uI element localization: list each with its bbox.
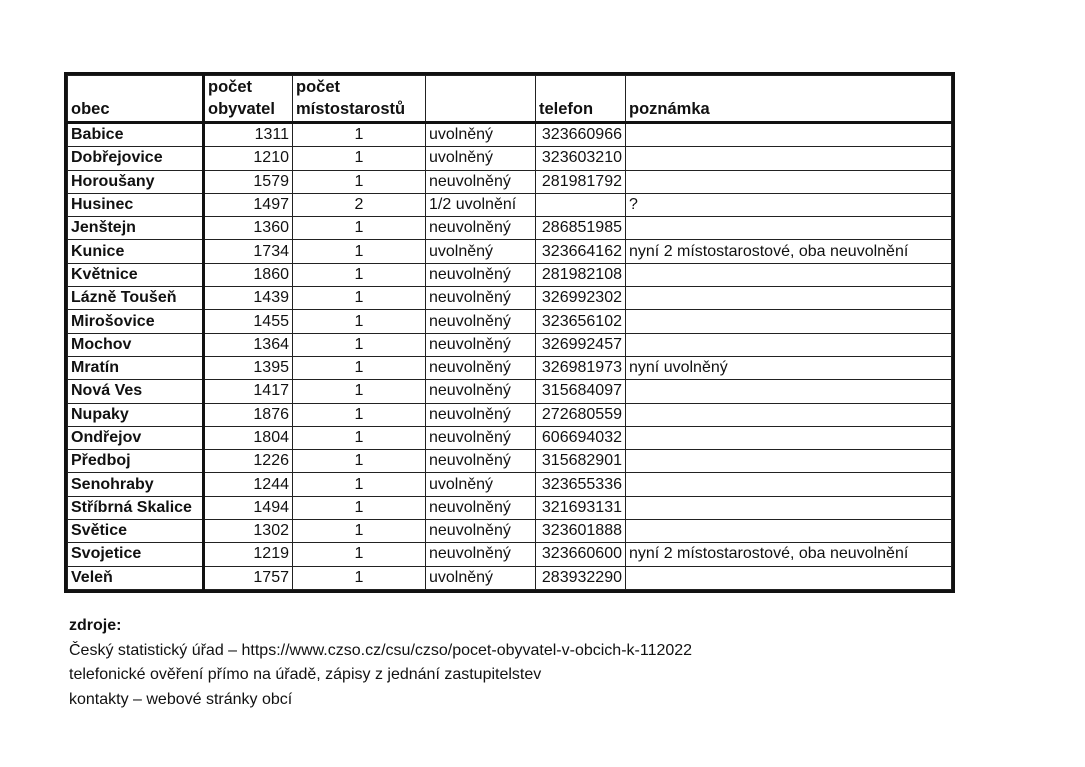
cell-obec: Babice (68, 123, 204, 147)
cell-pocet-obyvatel: 1210 (204, 147, 293, 170)
cell-pocet-obyvatel: 1804 (204, 426, 293, 449)
cell-telefon: 281981792 (536, 170, 626, 193)
cell-status: neuvolněný (426, 426, 536, 449)
cell-obec: Nová Ves (68, 380, 204, 403)
cell-poznamka (626, 496, 952, 519)
cell-pocet-obyvatel: 1455 (204, 310, 293, 333)
table-body (68, 123, 952, 590)
cell-status: uvolněný (426, 147, 536, 170)
table-row (68, 333, 952, 356)
cell-poznamka (626, 333, 952, 356)
cell-telefon: 323655336 (536, 473, 626, 496)
header-pocet-mistostarostu (293, 76, 426, 123)
cell-pocet-mistostarostu: 1 (293, 170, 426, 193)
cell-obec: Lázně Toušeň (68, 287, 204, 310)
cell-pocet-mistostarostu: 1 (293, 426, 426, 449)
cell-poznamka (626, 450, 952, 473)
cell-pocet-mistostarostu: 1 (293, 380, 426, 403)
table-row (68, 263, 952, 286)
cell-telefon: 321693131 (536, 496, 626, 519)
cell-poznamka (626, 217, 952, 240)
table-row (68, 193, 952, 216)
cell-status: neuvolněný (426, 263, 536, 286)
cell-status: neuvolněný (426, 403, 536, 426)
cell-obec: Květnice (68, 263, 204, 286)
cell-telefon: 323603210 (536, 147, 626, 170)
cell-telefon: 272680559 (536, 403, 626, 426)
cell-telefon (536, 193, 626, 216)
table-row (68, 520, 952, 543)
cell-pocet-mistostarostu: 1 (293, 450, 426, 473)
cell-poznamka (626, 426, 952, 449)
table-row (68, 240, 952, 263)
cell-pocet-mistostarostu: 1 (293, 496, 426, 519)
cell-pocet-mistostarostu: 1 (293, 566, 426, 589)
header-obec-label: obec (71, 100, 110, 118)
cell-status: neuvolněný (426, 356, 536, 379)
table-row (68, 310, 952, 333)
cell-telefon: 315682901 (536, 450, 626, 473)
cell-poznamka (626, 473, 952, 496)
cell-telefon: 323601888 (536, 520, 626, 543)
cell-status: uvolněný (426, 473, 536, 496)
cell-telefon: 326981973 (536, 356, 626, 379)
sources-heading: zdroje: (69, 617, 122, 634)
cell-obec: Stříbrná Skalice (68, 496, 204, 519)
cell-telefon: 286851985 (536, 217, 626, 240)
cell-obec: Svojetice (68, 543, 204, 566)
cell-pocet-obyvatel: 1226 (204, 450, 293, 473)
cell-pocet-obyvatel: 1360 (204, 217, 293, 240)
cell-obec: Předboj (68, 450, 204, 473)
cell-telefon: 326992302 (536, 287, 626, 310)
cell-obec: Horoušany (68, 170, 204, 193)
table-row (68, 450, 952, 473)
header-telefon-label: telefon (539, 100, 594, 118)
cell-obec: Veleň (68, 566, 204, 589)
table-row (68, 566, 952, 589)
cell-pocet-mistostarostu: 1 (293, 217, 426, 240)
cell-pocet-mistostarostu: 1 (293, 240, 426, 263)
source-line-contacts: kontakty – webové stránky obcí (69, 690, 293, 708)
source-line-phone: telefonické ověření přímo na úřadě, zápisy z jednání zastupitelstev (69, 666, 542, 683)
municipality-table (67, 75, 952, 590)
cell-obec: Světice (68, 520, 204, 543)
cell-poznamka (626, 566, 952, 589)
cell-pocet-mistostarostu: 1 (293, 333, 426, 356)
header-mistostarostu-line1: počet (296, 78, 341, 96)
cell-status: 1/2 uvolnění (426, 193, 536, 216)
cell-pocet-mistostarostu: 2 (293, 193, 426, 216)
cell-status: neuvolněný (426, 333, 536, 356)
table-row (68, 496, 952, 519)
cell-pocet-obyvatel: 1244 (204, 473, 293, 496)
cell-pocet-obyvatel: 1311 (204, 123, 293, 147)
cell-pocet-obyvatel: 1734 (204, 240, 293, 263)
cell-pocet-obyvatel: 1417 (204, 380, 293, 403)
cell-pocet-mistostarostu: 1 (293, 473, 426, 496)
cell-poznamka (626, 380, 952, 403)
cell-pocet-obyvatel: 1302 (204, 520, 293, 543)
cell-poznamka: nyní 2 místostarostové, oba neuvolnění (626, 543, 952, 566)
cell-telefon: 281982108 (536, 263, 626, 286)
cell-poznamka: ? (626, 193, 952, 216)
cell-telefon: 283932290 (536, 566, 626, 589)
cell-pocet-mistostarostu: 1 (293, 287, 426, 310)
cell-telefon: 323664162 (536, 240, 626, 263)
cell-status: neuvolněný (426, 170, 536, 193)
header-mistostarostu-line2: místostarostů (296, 100, 406, 118)
cell-pocet-obyvatel: 1395 (204, 356, 293, 379)
header-status (426, 76, 536, 123)
cell-telefon: 323660966 (536, 123, 626, 147)
cell-pocet-obyvatel: 1757 (204, 566, 293, 589)
cell-obec: Jenštejn (68, 217, 204, 240)
table-row (68, 426, 952, 449)
cell-poznamka (626, 310, 952, 333)
table-row (68, 170, 952, 193)
cell-pocet-mistostarostu: 1 (293, 403, 426, 426)
cell-pocet-obyvatel: 1219 (204, 543, 293, 566)
cell-telefon: 326992457 (536, 333, 626, 356)
cell-telefon: 323660600 (536, 543, 626, 566)
table-row (68, 123, 952, 147)
cell-poznamka (626, 147, 952, 170)
cell-pocet-mistostarostu: 1 (293, 147, 426, 170)
header-obec (68, 76, 204, 123)
table-row (68, 287, 952, 310)
cell-telefon: 606694032 (536, 426, 626, 449)
cell-poznamka: nyní uvolněný (626, 356, 952, 379)
table-row (68, 380, 952, 403)
cell-status: uvolněný (426, 566, 536, 589)
header-obyvatel-line1: počet (208, 78, 253, 96)
cell-pocet-mistostarostu: 1 (293, 123, 426, 147)
table-row (68, 543, 952, 566)
cell-status: neuvolněný (426, 287, 536, 310)
cell-obec: Senohraby (68, 473, 204, 496)
header-obyvatel-line2: obyvatel (208, 100, 275, 118)
cell-poznamka (626, 170, 952, 193)
cell-poznamka (626, 287, 952, 310)
cell-pocet-obyvatel: 1364 (204, 333, 293, 356)
cell-obec: Dobřejovice (68, 147, 204, 170)
cell-status: neuvolněný (426, 496, 536, 519)
cell-status: neuvolněný (426, 217, 536, 240)
cell-pocet-mistostarostu: 1 (293, 310, 426, 333)
cell-pocet-obyvatel: 1860 (204, 263, 293, 286)
cell-poznamka (626, 403, 952, 426)
cell-telefon: 323656102 (536, 310, 626, 333)
header-telefon (536, 76, 626, 123)
cell-status: neuvolněný (426, 543, 536, 566)
source-line-csu: Český statistický úřad – https://www.czso.cz/csu/czso/pocet-obyvatel-v-obcich-k-112022 (69, 641, 693, 659)
cell-obec: Mochov (68, 333, 204, 356)
cell-poznamka (626, 123, 952, 147)
table-row (68, 147, 952, 170)
header-poznamka (626, 76, 952, 123)
header-pocet-obyvatel (204, 76, 293, 123)
cell-obec: Nupaky (68, 403, 204, 426)
cell-obec: Kunice (68, 240, 204, 263)
cell-obec: Ondřejov (68, 426, 204, 449)
cell-poznamka: nyní 2 místostarostové, oba neuvolnění (626, 240, 952, 263)
cell-status: neuvolněný (426, 450, 536, 473)
cell-telefon: 315684097 (536, 380, 626, 403)
cell-pocet-obyvatel: 1494 (204, 496, 293, 519)
table-header-row (68, 76, 952, 123)
cell-pocet-obyvatel: 1439 (204, 287, 293, 310)
cell-poznamka (626, 520, 952, 543)
cell-pocet-obyvatel: 1876 (204, 403, 293, 426)
cell-status: neuvolněný (426, 380, 536, 403)
table-row (68, 403, 952, 426)
cell-pocet-mistostarostu: 1 (293, 543, 426, 566)
cell-status: neuvolněný (426, 310, 536, 333)
municipality-table-frame (64, 72, 955, 593)
cell-status: uvolněný (426, 240, 536, 263)
cell-pocet-obyvatel: 1579 (204, 170, 293, 193)
table-row (68, 217, 952, 240)
cell-poznamka (626, 263, 952, 286)
table-row (68, 473, 952, 496)
cell-obec: Mirošovice (68, 310, 204, 333)
cell-obec: Mratín (68, 356, 204, 379)
table-row (68, 356, 952, 379)
cell-status: neuvolněný (426, 520, 536, 543)
header-poznamka-label: poznámka (629, 100, 710, 118)
sources-section (69, 614, 692, 712)
cell-obec: Husinec (68, 193, 204, 216)
cell-pocet-mistostarostu: 1 (293, 263, 426, 286)
cell-status: uvolněný (426, 123, 536, 147)
cell-pocet-mistostarostu: 1 (293, 520, 426, 543)
cell-pocet-obyvatel: 1497 (204, 193, 293, 216)
cell-pocet-mistostarostu: 1 (293, 356, 426, 379)
